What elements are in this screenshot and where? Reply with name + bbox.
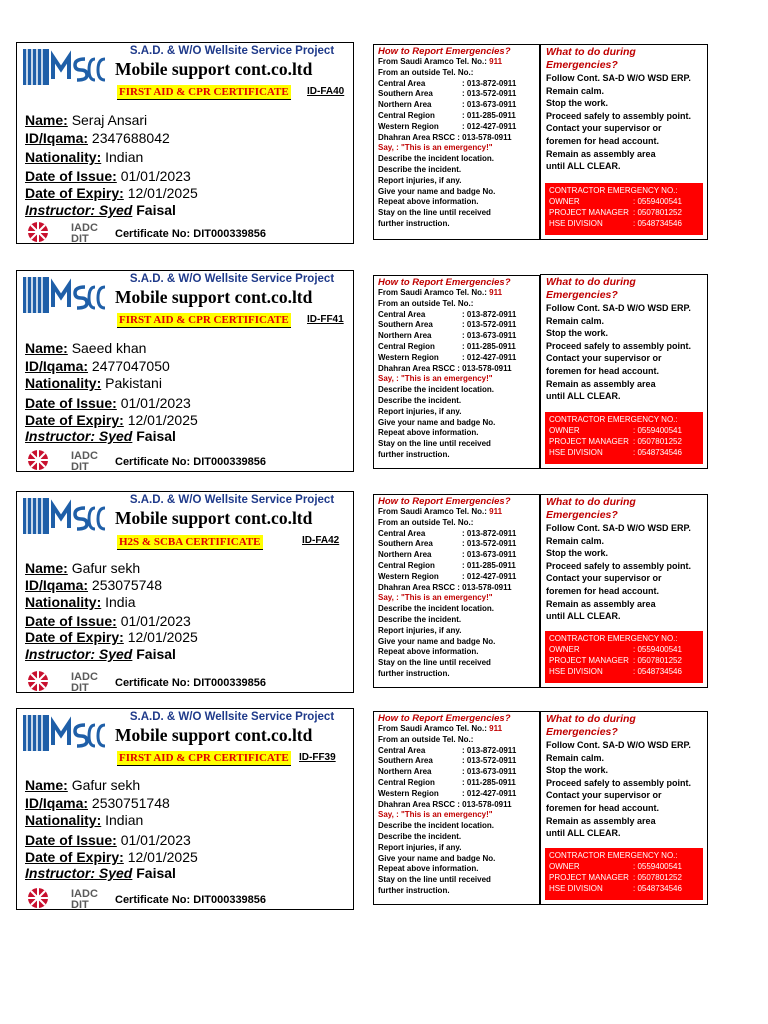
outside-line: From an outside Tel. No.: bbox=[378, 517, 474, 527]
project-title: S.A.D. & W/O Wellsite Service Project bbox=[129, 494, 335, 506]
certificate-number: Certificate No: DIT000339856 bbox=[115, 894, 267, 906]
report-emergencies-panel-3 bbox=[373, 494, 540, 688]
area-row: Western Region : 012-427-0911 bbox=[378, 121, 517, 131]
certificate-card-1 bbox=[16, 42, 354, 244]
instruction-line: Stop the work. bbox=[546, 328, 609, 339]
report-title: How to Report Emergencies? bbox=[378, 46, 511, 57]
contractor-emergency-box bbox=[545, 848, 703, 900]
during-title: What to do during Emergencies? bbox=[546, 496, 636, 521]
contractor-title: CONTRACTOR EMERGENCY NO.: bbox=[549, 634, 678, 643]
instruction-line: Contact your supervisor or bbox=[546, 790, 662, 801]
nationality-field: Nationality: India bbox=[25, 594, 136, 610]
contact-row: HSE DIVISION : 0548734546 bbox=[549, 219, 682, 228]
area-row: Southern Area : 013-572-0911 bbox=[378, 756, 517, 766]
step-line: Repeat above information. bbox=[378, 428, 479, 438]
step-line: Describe the incident. bbox=[378, 395, 462, 405]
instruction-line: Stop the work. bbox=[546, 98, 609, 109]
instruction-line: Remain calm. bbox=[546, 315, 605, 326]
instruction-line: until ALL CLEAR. bbox=[546, 161, 621, 172]
instruction-line: Remain calm. bbox=[546, 752, 605, 763]
step-line: Describe the incident location. bbox=[378, 154, 495, 164]
svg-text:IADC: IADC bbox=[71, 888, 98, 900]
instruction-line: Follow Cont. SA-D W/O WSD ERP. bbox=[546, 73, 691, 83]
project-title: S.A.D. & W/O Wellsite Service Project bbox=[129, 273, 335, 285]
instructor-field: Instructor: Syed Faisal bbox=[25, 202, 176, 218]
id-tag: ID-FF41 bbox=[307, 314, 344, 325]
during-emergencies-panel-3 bbox=[540, 494, 708, 688]
during-title: What to do during Emergencies? bbox=[546, 276, 636, 301]
name-field: Name: Gafur sekh bbox=[25, 560, 141, 576]
company-name: Mobile support cont.co.ltd bbox=[115, 508, 313, 528]
nationality-field: Nationality: Indian bbox=[25, 149, 144, 165]
step-line: Give your name and badge No. bbox=[378, 417, 496, 427]
project-title: S.A.D. & W/O Wellsite Service Project bbox=[129, 711, 335, 723]
contact-row: HSE DIVISION : 0548734546 bbox=[549, 884, 682, 893]
step-line: Report injuries, if any. bbox=[378, 842, 462, 852]
say-line: Say, : "This is an emergency!" bbox=[378, 374, 493, 384]
id-field: ID/Iqama: 2530751748 bbox=[25, 795, 170, 811]
instruction-line: Stop the work. bbox=[546, 765, 609, 776]
instruction-line: Proceed safely to assembly point. bbox=[546, 560, 692, 571]
contact-row: OWNER : 0559400541 bbox=[549, 862, 682, 871]
step-line: Stay on the line until received bbox=[378, 439, 491, 449]
id-tag: ID-FF39 bbox=[299, 752, 336, 763]
issue-date-field: Date of Issue: 01/01/2023 bbox=[25, 168, 191, 184]
area-row: Central Area : 013-872-0911 bbox=[378, 528, 517, 538]
step-line: Describe the incident location. bbox=[378, 604, 495, 614]
say-line: Say, : "This is an emergency!" bbox=[378, 143, 493, 153]
area-row: Southern Area : 013-572-0911 bbox=[378, 539, 517, 549]
instruction-line: foremen for head account. bbox=[546, 365, 660, 376]
certificate-number: Certificate No: DIT000339856 bbox=[115, 456, 267, 468]
contact-row: HSE DIVISION : 0548734546 bbox=[549, 448, 682, 457]
area-row: Central Region : 011-285-0911 bbox=[378, 560, 516, 570]
area-row: Western Region : 012-427-0911 bbox=[378, 571, 517, 581]
step-line: Repeat above information. bbox=[378, 197, 479, 207]
instruction-line: foremen for head account. bbox=[546, 585, 660, 596]
svg-text:IADC: IADC bbox=[71, 450, 98, 462]
certificate-type-banner: FIRST AID & CPR CERTIFICATE bbox=[119, 314, 289, 326]
step-line: Describe the incident. bbox=[378, 164, 462, 174]
outside-line: From an outside Tel. No.: bbox=[378, 298, 474, 308]
contact-row: PROJECT MANAGER : 0507801252 bbox=[549, 208, 682, 217]
report-emergencies-panel-1 bbox=[373, 44, 540, 240]
certificate-card-3 bbox=[16, 491, 354, 693]
contact-row: HSE DIVISION : 0548734546 bbox=[549, 667, 682, 676]
instruction-line: Follow Cont. SA-D W/O WSD ERP. bbox=[546, 523, 691, 533]
step-line: Describe the incident. bbox=[378, 614, 462, 624]
step-line: Stay on the line until received bbox=[378, 875, 491, 885]
report-emergencies-panel-2 bbox=[373, 275, 540, 469]
area-row: Western Region : 012-427-0911 bbox=[378, 788, 517, 798]
certificate-type-banner: FIRST AID & CPR CERTIFICATE bbox=[119, 86, 289, 98]
area-row: Central Area : 013-872-0911 bbox=[378, 309, 517, 319]
area-row: Western Region : 012-427-0911 bbox=[378, 352, 517, 362]
instruction-line: Contact your supervisor or bbox=[546, 353, 662, 364]
report-title: How to Report Emergencies? bbox=[378, 496, 511, 507]
id-tag: ID-FA40 bbox=[307, 86, 345, 97]
area-row: Southern Area : 013-572-0911 bbox=[378, 320, 517, 330]
step-line: further instruction. bbox=[378, 668, 450, 678]
during-emergencies-panel-4 bbox=[540, 711, 708, 905]
contact-row: OWNER : 0559400541 bbox=[549, 197, 682, 206]
instruction-line: Proceed safely to assembly point. bbox=[546, 777, 692, 788]
dhahran-line: Dhahran Area RSCC : 013-578-0911 bbox=[378, 363, 512, 373]
saudi-aramco-line: From Saudi Aramco Tel. No.: 911 bbox=[378, 507, 503, 516]
instructor-field: Instructor: Syed Faisal bbox=[25, 428, 176, 444]
instruction-line: Contact your supervisor or bbox=[546, 123, 662, 134]
area-row: Northern Area : 013-673-0911 bbox=[378, 331, 517, 341]
id-field: ID/Iqama: 253075748 bbox=[25, 577, 162, 593]
area-row: Northern Area : 013-673-0911 bbox=[378, 767, 517, 777]
contractor-emergency-box bbox=[545, 183, 703, 235]
expiry-date-field: Date of Expiry: 12/01/2025 bbox=[25, 849, 198, 865]
step-line: Report injuries, if any. bbox=[378, 175, 462, 185]
iadc-logo-icon bbox=[23, 221, 111, 243]
area-row: Northern Area : 013-673-0911 bbox=[378, 100, 517, 110]
instruction-line: Remain as assembly area bbox=[546, 815, 656, 826]
step-line: Stay on the line until received bbox=[378, 208, 491, 218]
project-title: S.A.D. & W/O Wellsite Service Project bbox=[129, 45, 335, 57]
area-row: Southern Area : 013-572-0911 bbox=[378, 89, 517, 99]
instruction-line: Remain calm. bbox=[546, 85, 605, 96]
instruction-line: foremen for head account. bbox=[546, 802, 660, 813]
company-name: Mobile support cont.co.ltd bbox=[115, 287, 313, 307]
instruction-line: Stop the work. bbox=[546, 548, 609, 559]
area-row: Central Region : 011-285-0911 bbox=[378, 777, 516, 787]
area-row: Central Area : 013-872-0911 bbox=[378, 745, 517, 755]
instruction-line: Contact your supervisor or bbox=[546, 573, 662, 584]
nationality-field: Nationality: Pakistani bbox=[25, 375, 162, 391]
step-line: Report injuries, if any. bbox=[378, 625, 462, 635]
contact-row: PROJECT MANAGER : 0507801252 bbox=[549, 656, 682, 665]
svg-text:DIT: DIT bbox=[71, 461, 89, 471]
saudi-aramco-line: From Saudi Aramco Tel. No.: 911 bbox=[378, 724, 503, 733]
dhahran-line: Dhahran Area RSCC : 013-578-0911 bbox=[378, 799, 512, 809]
contractor-emergency-box bbox=[545, 412, 703, 464]
outside-line: From an outside Tel. No.: bbox=[378, 734, 474, 744]
issue-date-field: Date of Issue: 01/01/2023 bbox=[25, 832, 191, 848]
instruction-line: until ALL CLEAR. bbox=[546, 611, 621, 622]
instruction-line: foremen for head account. bbox=[546, 135, 660, 146]
say-line: Say, : "This is an emergency!" bbox=[378, 810, 493, 820]
msc-logo-icon bbox=[23, 498, 109, 534]
contact-row: PROJECT MANAGER : 0507801252 bbox=[549, 437, 682, 446]
certificate-number: Certificate No: DIT000339856 bbox=[115, 228, 267, 240]
instruction-line: Remain as assembly area bbox=[546, 598, 656, 609]
contractor-title: CONTRACTOR EMERGENCY NO.: bbox=[549, 851, 678, 860]
step-line: Describe the incident. bbox=[378, 831, 462, 841]
step-line: Repeat above information. bbox=[378, 864, 479, 874]
expiry-date-field: Date of Expiry: 12/01/2025 bbox=[25, 412, 198, 428]
name-field: Name: Seraj Ansari bbox=[25, 112, 148, 128]
msc-logo-icon bbox=[23, 49, 109, 85]
svg-text:IADC: IADC bbox=[71, 671, 98, 683]
report-title: How to Report Emergencies? bbox=[378, 277, 511, 288]
instruction-line: until ALL CLEAR. bbox=[546, 828, 621, 839]
step-line: Describe the incident location. bbox=[378, 821, 495, 831]
area-row: Central Area : 013-872-0911 bbox=[378, 78, 517, 88]
step-line: further instruction. bbox=[378, 885, 450, 895]
certificate-type-banner: FIRST AID & CPR CERTIFICATE bbox=[119, 752, 289, 764]
during-emergencies-panel-2 bbox=[540, 274, 708, 469]
instruction-line: Follow Cont. SA-D W/O WSD ERP. bbox=[546, 303, 691, 313]
instruction-line: Remain as assembly area bbox=[546, 148, 656, 159]
say-line: Say, : "This is an emergency!" bbox=[378, 593, 493, 603]
dhahran-line: Dhahran Area RSCC : 013-578-0911 bbox=[378, 132, 512, 142]
svg-text:DIT: DIT bbox=[71, 682, 89, 692]
instruction-line: Proceed safely to assembly point. bbox=[546, 110, 692, 121]
certificate-card-4 bbox=[16, 708, 354, 910]
step-line: further instruction. bbox=[378, 449, 450, 459]
msc-logo-icon bbox=[23, 277, 109, 313]
step-line: Repeat above information. bbox=[378, 647, 479, 657]
area-row: Northern Area : 013-673-0911 bbox=[378, 550, 517, 560]
dhahran-line: Dhahran Area RSCC : 013-578-0911 bbox=[378, 582, 512, 592]
issue-date-field: Date of Issue: 01/01/2023 bbox=[25, 395, 191, 411]
contractor-emergency-box bbox=[545, 631, 703, 683]
svg-text:DIT: DIT bbox=[71, 233, 89, 243]
company-name: Mobile support cont.co.ltd bbox=[115, 59, 313, 79]
company-name: Mobile support cont.co.ltd bbox=[115, 725, 313, 745]
iadc-logo-icon bbox=[23, 887, 111, 909]
area-row: Central Region : 011-285-0911 bbox=[378, 110, 516, 120]
instructor-field: Instructor: Syed Faisal bbox=[25, 646, 176, 662]
name-field: Name: Gafur sekh bbox=[25, 777, 141, 793]
name-field: Name: Saeed khan bbox=[25, 340, 147, 356]
certificate-type-banner: H2S & SCBA CERTIFICATE bbox=[119, 536, 261, 548]
contact-row: PROJECT MANAGER : 0507801252 bbox=[549, 873, 682, 882]
during-title: What to do during Emergencies? bbox=[546, 713, 636, 738]
expiry-date-field: Date of Expiry: 12/01/2025 bbox=[25, 629, 198, 645]
during-title: What to do during Emergencies? bbox=[546, 46, 636, 71]
area-row: Central Region : 011-285-0911 bbox=[378, 341, 516, 351]
report-title: How to Report Emergencies? bbox=[378, 713, 511, 724]
nationality-field: Nationality: Indian bbox=[25, 812, 144, 828]
instruction-line: Remain calm. bbox=[546, 535, 605, 546]
iadc-logo-icon bbox=[23, 449, 111, 471]
iadc-logo-icon bbox=[23, 670, 111, 692]
instruction-line: Remain as assembly area bbox=[546, 378, 656, 389]
saudi-aramco-line: From Saudi Aramco Tel. No.: 911 bbox=[378, 57, 503, 66]
certificate-number: Certificate No: DIT000339856 bbox=[115, 677, 267, 689]
instruction-line: until ALL CLEAR. bbox=[546, 391, 621, 402]
report-emergencies-panel-4 bbox=[373, 711, 540, 905]
instruction-line: Proceed safely to assembly point. bbox=[546, 340, 692, 351]
instructor-field: Instructor: Syed Faisal bbox=[25, 865, 176, 881]
saudi-aramco-line: From Saudi Aramco Tel. No.: 911 bbox=[378, 288, 503, 297]
msc-logo-icon bbox=[23, 715, 109, 751]
issue-date-field: Date of Issue: 01/01/2023 bbox=[25, 613, 191, 629]
step-line: Give your name and badge No. bbox=[378, 636, 496, 646]
instruction-line: Follow Cont. SA-D W/O WSD ERP. bbox=[546, 740, 691, 750]
contractor-title: CONTRACTOR EMERGENCY NO.: bbox=[549, 186, 678, 195]
step-line: Describe the incident location. bbox=[378, 385, 495, 395]
outside-line: From an outside Tel. No.: bbox=[378, 67, 474, 77]
id-tag: ID-FA42 bbox=[302, 535, 340, 546]
step-line: further instruction. bbox=[378, 218, 450, 228]
contact-row: OWNER : 0559400541 bbox=[549, 645, 682, 654]
expiry-date-field: Date of Expiry: 12/01/2025 bbox=[25, 185, 198, 201]
svg-text:IADC: IADC bbox=[71, 222, 98, 234]
certificate-card-2 bbox=[16, 270, 354, 472]
contact-row: OWNER : 0559400541 bbox=[549, 426, 682, 435]
id-field: ID/Iqama: 2347688042 bbox=[25, 130, 170, 146]
during-emergencies-panel-1 bbox=[540, 44, 708, 240]
step-line: Give your name and badge No. bbox=[378, 186, 496, 196]
step-line: Give your name and badge No. bbox=[378, 853, 496, 863]
svg-text:DIT: DIT bbox=[71, 899, 89, 909]
step-line: Report injuries, if any. bbox=[378, 406, 462, 416]
step-line: Stay on the line until received bbox=[378, 658, 491, 668]
id-field: ID/Iqama: 2477047050 bbox=[25, 358, 170, 374]
contractor-title: CONTRACTOR EMERGENCY NO.: bbox=[549, 415, 678, 424]
